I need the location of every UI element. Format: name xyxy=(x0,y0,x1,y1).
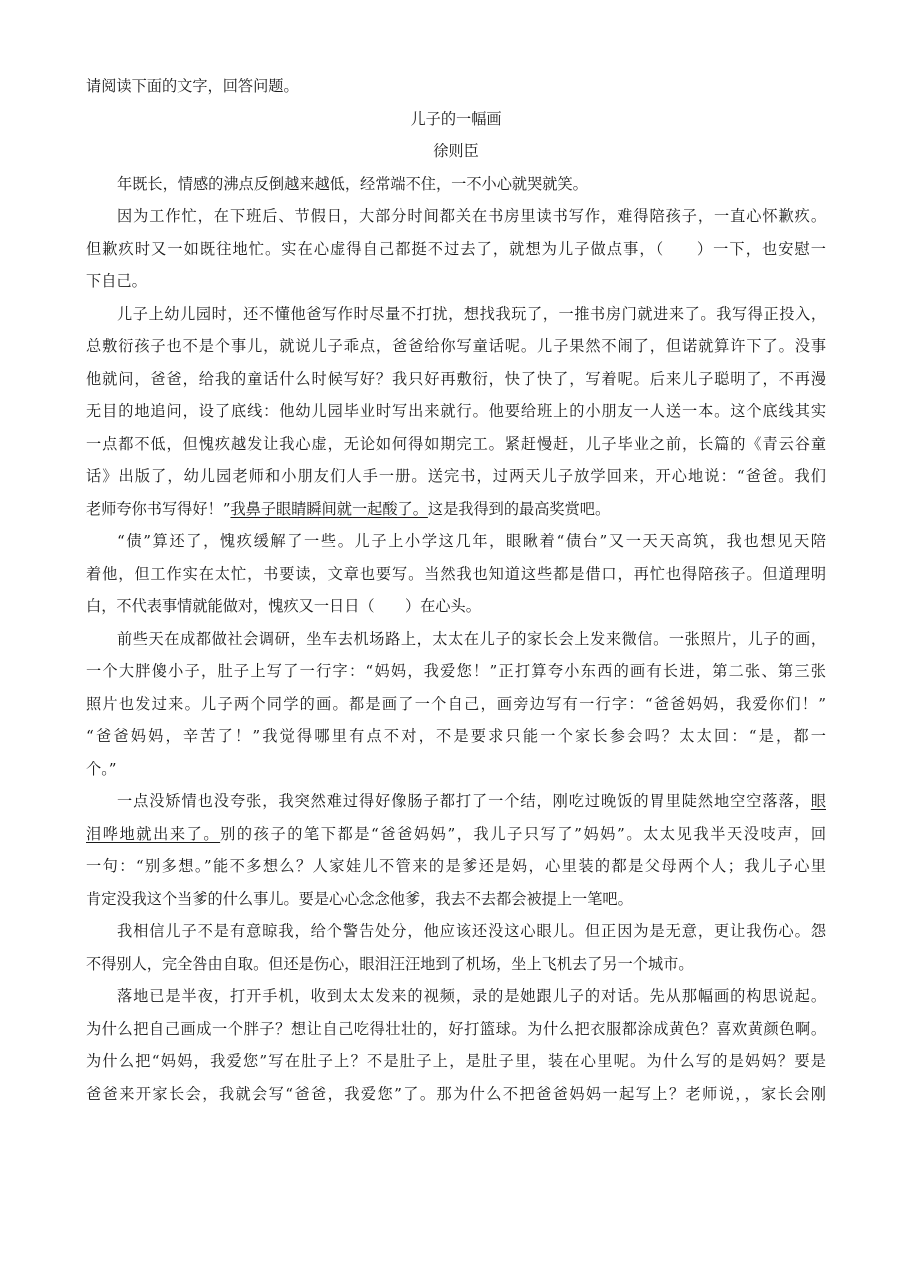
line-text: 着他，但工作实在太忙，书要读，文章也要写。当然我也知道这些都是借口，再忙也得陪孩子。但道理明 xyxy=(86,564,826,583)
line-text: 不得别人，完全咎由自取。但还是伤心，眼泪汪汪地到了机场，坐上飞机去了另一个城市。 xyxy=(86,954,694,973)
line-text: 我相信儿子不是有意晾我，给个警告处分，他应该还没这心眼儿。但正因为是无意，更让我伤心。怨 xyxy=(117,922,826,940)
text-line xyxy=(86,948,826,981)
text-line xyxy=(86,623,826,656)
line-text: “爸爸妈妈，辛苦了！”我觉得哪里有点不对，不是要求只能一个家长参会吗？太太回：“是，都一 xyxy=(86,727,826,745)
line-text: 无目的地追问，设了底线：他幼儿园毕业时写出来就行。他要给班上的小朋友一人送一本。这个底线其实 xyxy=(86,402,826,420)
text-line xyxy=(86,720,826,753)
line-text: 一个大胖傻小子，肚子上写了一行字：“妈妈，我爱您！”正打算夸小东西的画有长进，第二张、第三张 xyxy=(86,662,826,680)
line-text: 爸爸来开家长会，我就会写“爸爸，我爱您”了。那为什么不把爸爸妈妈一起写上？老师说，，家长会刚 xyxy=(86,1084,826,1103)
text-line xyxy=(86,818,826,851)
text-line xyxy=(86,1045,826,1078)
line-text: 照片也发过来。儿子两个同学的画。都是画了一个自己，画旁边写有一行字：“爸爸妈妈，我爱你们！” xyxy=(86,694,826,713)
line-text: 这是我得到的最高奖赏吧。 xyxy=(427,499,611,518)
document-page xyxy=(86,70,826,1110)
line-text: 他就问，爸爸，给我的童话什么时候写好？我只好再敷衍，快了快了，写着呢。后来儿子聪明了，不再漫 xyxy=(86,369,826,388)
line-text: 个。” xyxy=(86,759,117,778)
text-line xyxy=(86,688,826,721)
line-text: 为什么把“妈妈，我爱您”写在肚子上？不是肚子上，是肚子里，装在心里呢。为什么写的是妈妈？要是 xyxy=(86,1052,826,1070)
text-line xyxy=(86,265,826,298)
line-text: 肯定没我这个当爹的什么事儿。要是心心念念他爹，我去不去都会被提上一笔吧。 xyxy=(86,889,633,908)
text-line xyxy=(86,558,826,591)
text-line xyxy=(86,1013,826,1046)
text-line xyxy=(86,980,826,1013)
line-text: 为什么把自己画成一个胖子？想让自己吃得壮壮的，好打篮球。为什么把衣服都涂成黄色？喜欢黄颜色啊。 xyxy=(86,1019,826,1038)
text-line xyxy=(86,200,826,233)
text-line xyxy=(86,395,826,428)
instruction-text: 请阅读下面的文字，回答问题。 xyxy=(86,77,299,95)
line-text: 前些天在成都做社会调研，坐车去机场路上，太太在儿子的家长会上发来微信。一张照片，儿子的画， xyxy=(117,629,826,648)
underlined-sentence: 眼 xyxy=(810,792,826,810)
line-text: 因为工作忙，在下班后、节假日，大部分时间都关在书房里读书写作，难得陪孩子，一直心怀歉疚。 xyxy=(117,207,826,225)
text-line xyxy=(86,460,826,493)
text-line xyxy=(86,850,826,883)
line-text: 下自己。 xyxy=(86,272,147,290)
line-text: “债”算还了，愧疚缓解了一些。儿子上小学这几年，眼瞅着“债台”又一天天高筑，我也想见天陪 xyxy=(117,532,826,550)
text-line xyxy=(86,915,826,948)
line-text: 落地已是半夜，打开手机，收到太太发来的视频，录的是她跟儿子的对话。先从那幅画的构思说起。 xyxy=(117,987,826,1005)
text-line xyxy=(86,428,826,461)
text-line xyxy=(86,655,826,688)
text-line xyxy=(86,168,826,201)
article-title: 儿子的一幅画 xyxy=(410,109,502,128)
text-line xyxy=(86,753,826,786)
line-text: 老师夸你书写得好！” xyxy=(86,499,231,518)
article-author: 徐则臣 xyxy=(433,142,479,160)
line-text: 总敷衍孩子也不是个事儿，就说儿子乖点，爸爸给你写童话呢。儿子果然不闹了，但诺就算许下了。没事 xyxy=(86,337,826,355)
text-line xyxy=(86,590,826,623)
line-text: 儿子上幼儿园时，还不懂他爸写作时尽量不打扰，想找我玩了，一推书房门就进来了。我写得正投入， xyxy=(117,304,826,323)
line-text: 一句：“别多想。”能不多想么？人家娃儿不管来的是爹还是妈，心里装的都是父母两个人；我儿子心里 xyxy=(86,857,826,875)
line-text: 年既长，情感的沸点反倒越来越低，经常端不住，一不小心就哭就笑。 xyxy=(117,174,588,193)
line-text: 白，不代表事情就能做对，愧疚又一日日（ ）在心头。 xyxy=(86,597,481,615)
text-line xyxy=(86,363,826,396)
line-text: 一点都不低，但愧疚越发让我心虚，无论如何得如期完工。紧赶慢赶，儿子毕业之前，长篇的《青云谷童 xyxy=(86,434,826,453)
text-line xyxy=(86,1078,826,1111)
text-line xyxy=(86,330,826,363)
article-body xyxy=(86,168,826,1111)
text-line xyxy=(86,883,826,916)
text-line xyxy=(86,785,826,818)
text-line xyxy=(86,525,826,558)
underlined-sentence: 泪哗地就出来了。 xyxy=(86,824,221,843)
text-line xyxy=(86,233,826,266)
line-text: 一点没矫情也没夸张，我突然难过得好像肠子都打了一个结，刚吃过晚饭的胃里陡然地空空落落， xyxy=(117,792,811,810)
line-text: 话》出版了，幼儿园老师和小朋友们人手一册。送完书，过两天儿子放学回来，开心地说：“爸爸。我们 xyxy=(86,467,826,485)
text-line xyxy=(86,298,826,331)
line-text: 但歉疚时又一如既往地忙。实在心虚得自己都挺不过去了，就想为儿子做点事，（ ）一下，也安慰一 xyxy=(86,239,826,258)
underlined-sentence: 我鼻子眼睛瞬间就一起酸了。 xyxy=(230,499,428,518)
text-line xyxy=(86,493,826,526)
line-text: 别的孩子的笔下都是“爸爸妈妈”，我儿子只写了”妈妈”。太太见我半天没吱声，回 xyxy=(220,824,826,843)
